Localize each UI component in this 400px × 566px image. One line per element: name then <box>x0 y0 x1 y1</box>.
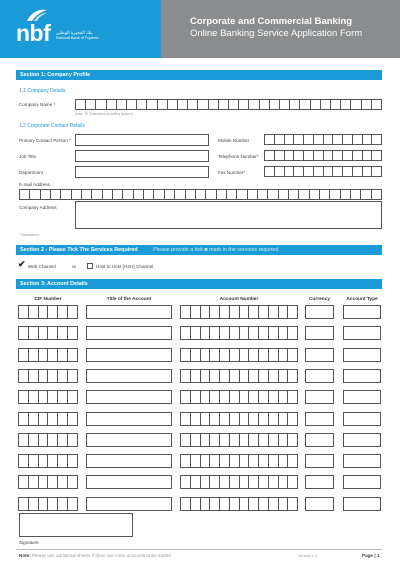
logo-arabic: بنك الفجيرة الوطني <box>56 30 93 35</box>
signature-label: Signature <box>19 540 39 545</box>
currency-field[interactable] <box>305 433 334 447</box>
company-name-note: (Max. 70 Characters including spaces) <box>75 112 133 116</box>
header <box>0 0 400 58</box>
account-title-field[interactable] <box>86 497 172 511</box>
account-number-field[interactable] <box>180 390 298 404</box>
address-label: Company Address <box>19 205 57 210</box>
account-title-field[interactable] <box>86 412 172 426</box>
account-number-field[interactable] <box>180 497 298 511</box>
address-field[interactable] <box>75 201 382 229</box>
cif-number-header: CIF Number <box>34 297 62 302</box>
or-text: or <box>72 264 77 269</box>
account-type-field[interactable] <box>343 412 381 426</box>
cif-number-field[interactable] <box>18 454 78 468</box>
footer-note <box>19 553 171 558</box>
email-label: E-mail Address <box>19 182 50 187</box>
cif-number-field[interactable] <box>18 369 78 383</box>
department-field[interactable] <box>75 166 209 178</box>
account-title-field[interactable] <box>86 433 172 447</box>
account-number-field[interactable] <box>180 433 298 447</box>
fax-label: Fax Number* <box>218 170 246 175</box>
account-type-field[interactable] <box>343 433 381 447</box>
section1-header: Section 1: Company Profile <box>16 70 382 80</box>
department-label: Department <box>19 170 44 175</box>
company-details-heading: 1.1 Company Details <box>19 88 66 94</box>
page-number: Page | 1 <box>362 553 380 558</box>
primary-contact-label: Primary Contact Person * <box>19 138 71 143</box>
footer-note-text: Please use additional sheets if there are more accounts to be added <box>32 553 171 558</box>
account-type-field[interactable] <box>343 326 381 340</box>
account-type-field[interactable] <box>343 475 381 489</box>
currency-field[interactable] <box>305 369 334 383</box>
telephone-label: Telephone Number* <box>218 154 259 159</box>
footer-divider <box>16 549 382 550</box>
section2-title: Section 2 - Please Tick The Services Required <box>20 247 138 253</box>
cif-number-field[interactable] <box>18 433 78 447</box>
job-title-field[interactable] <box>75 150 209 162</box>
telephone-field[interactable] <box>264 150 382 161</box>
cif-number-field[interactable] <box>18 497 78 511</box>
account-title-field[interactable] <box>86 348 172 362</box>
account-type-field[interactable] <box>343 348 381 362</box>
currency-field[interactable] <box>305 497 334 511</box>
account-title-field[interactable] <box>86 326 172 340</box>
currency-field[interactable] <box>305 326 334 340</box>
web-channel-option[interactable]: Web Channel <box>28 264 56 269</box>
cif-number-field[interactable] <box>18 326 78 340</box>
fax-field[interactable] <box>264 166 382 177</box>
company-name-field[interactable] <box>75 99 382 110</box>
account-title-field[interactable] <box>86 369 172 383</box>
account-type-field[interactable] <box>343 497 381 511</box>
logo-panel <box>0 0 161 58</box>
mobile-label: Mobile Number <box>218 138 250 143</box>
currency-field[interactable] <box>305 305 334 319</box>
currency-field[interactable] <box>305 475 334 489</box>
company-name-label: Company Name * <box>19 102 56 107</box>
mobile-field[interactable] <box>264 134 382 145</box>
cif-number-field[interactable] <box>18 412 78 426</box>
section2-header <box>16 245 382 255</box>
form-title: Corporate and Commercial Banking <box>190 16 353 27</box>
form-subtitle: Online Banking Service Application Form <box>190 28 363 39</box>
account-title-header: Title of the Account <box>106 297 152 302</box>
account-type-header: Account Type <box>346 297 378 302</box>
email-field[interactable] <box>19 189 382 200</box>
currency-field[interactable] <box>305 348 334 362</box>
account-number-field[interactable] <box>180 326 298 340</box>
account-type-field[interactable] <box>343 369 381 383</box>
currency-field[interactable] <box>305 412 334 426</box>
cif-number-field[interactable] <box>18 305 78 319</box>
account-title-field[interactable] <box>86 305 172 319</box>
section3-header: Section 3: Account Details <box>16 279 382 289</box>
account-type-field[interactable] <box>343 390 381 404</box>
currency-header: Currency <box>308 297 331 302</box>
account-number-header: Account Number <box>219 297 259 302</box>
logo-subtitle: National Bank of Fujairah <box>56 36 99 40</box>
footer-note-bold: Note: <box>19 553 31 558</box>
cif-number-field[interactable] <box>18 475 78 489</box>
h2h-channel-option[interactable]: Host to Host (H2H) Channel <box>96 264 154 269</box>
signature-field[interactable] <box>19 513 133 537</box>
checkmark-icon: ✔ <box>18 259 26 269</box>
mandatory-note: * Mandatory <box>19 233 40 237</box>
version-text: Version 1.0 <box>298 554 317 558</box>
account-title-field[interactable] <box>86 390 172 404</box>
account-number-field[interactable] <box>180 475 298 489</box>
job-title-label: Job Title <box>19 154 37 159</box>
cif-number-field[interactable] <box>18 390 78 404</box>
primary-contact-field[interactable] <box>75 134 209 146</box>
account-number-field[interactable] <box>180 369 298 383</box>
account-type-field[interactable] <box>343 454 381 468</box>
account-title-field[interactable] <box>86 475 172 489</box>
section2-hint: Please provide a tick ■ mark in the services required <box>153 247 279 253</box>
account-number-field[interactable] <box>180 412 298 426</box>
logo-text: nbf <box>16 20 51 46</box>
account-number-field[interactable] <box>180 454 298 468</box>
cif-number-field[interactable] <box>18 348 78 362</box>
currency-field[interactable] <box>305 390 334 404</box>
account-type-field[interactable] <box>343 305 381 319</box>
account-number-field[interactable] <box>180 348 298 362</box>
account-title-field[interactable] <box>86 454 172 468</box>
currency-field[interactable] <box>305 454 334 468</box>
contact-details-heading: 1.2 Corporate Contact Details <box>19 123 85 129</box>
h2h-checkbox[interactable] <box>87 263 93 269</box>
account-number-field[interactable] <box>180 305 298 319</box>
